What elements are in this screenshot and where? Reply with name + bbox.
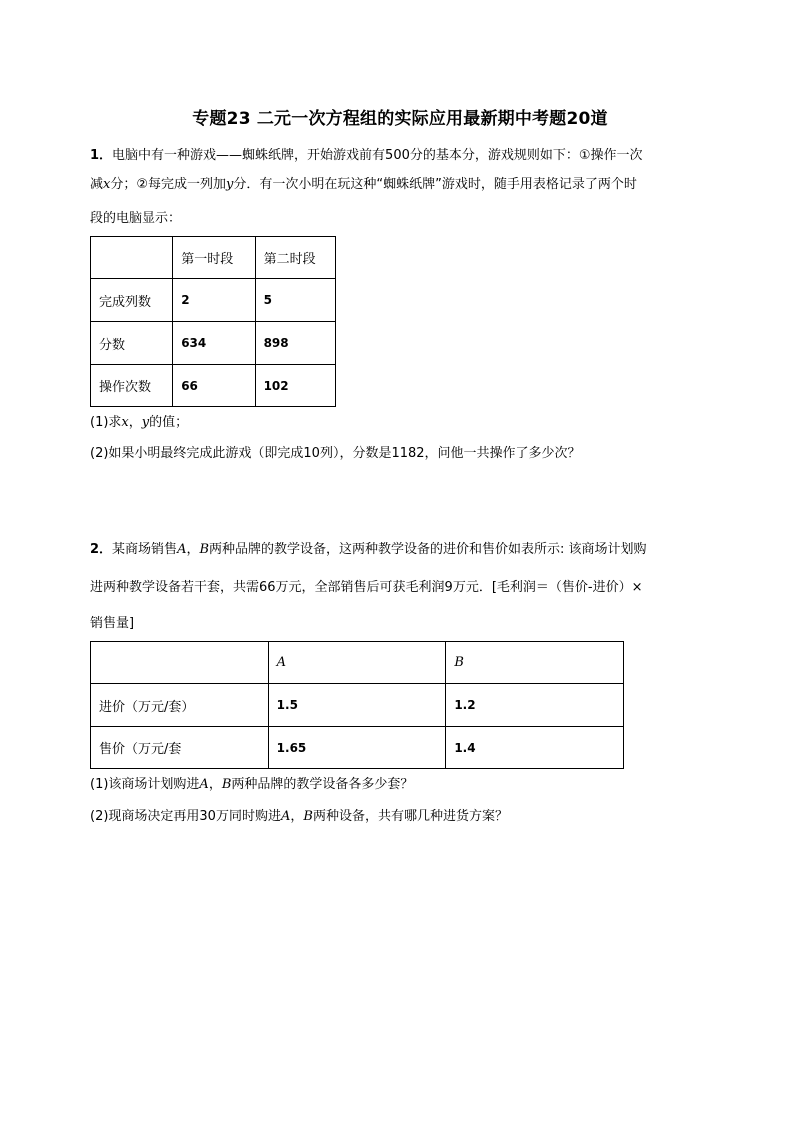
table-cell: 操作次数 [91, 365, 173, 407]
q2-table [90, 641, 624, 769]
table-cell: 进价（万元/套） [91, 684, 269, 727]
q1-sub-question-1: (1)求x，y的值； [90, 415, 189, 430]
table-header-cell: 第二时段 [255, 237, 335, 279]
table-header-row [91, 237, 336, 279]
page-title: 专题23 二元一次方程组的实际应用最新期中考题20道 [192, 109, 608, 129]
table-cell: 634 [173, 322, 255, 365]
variable-A: A [177, 542, 187, 557]
table-header-cell: 第一时段 [173, 237, 255, 279]
table-cell: 2 [173, 279, 255, 322]
table-cell: 售价（万元/套 [91, 727, 269, 769]
table-cell: 898 [255, 322, 335, 365]
table-row [91, 727, 624, 769]
q1-line-1: 1．电脑中有一种游戏——蜘蛛纸牌，开始游戏前有500分的基本分，游戏规则如下：①操作一次 [90, 148, 643, 163]
variable-y: y [226, 177, 234, 192]
table-cell: 分数 [91, 322, 173, 365]
variable-B: B [199, 542, 210, 557]
q2-line-3: 销售量] [90, 616, 135, 631]
table-cell: 102 [255, 365, 335, 407]
table-cell: 1.5 [268, 684, 446, 727]
q1-line-2: 减x分；②每完成一列加y分．有一次小明在玩这种“蜘蛛纸牌”游戏时，随手用表格记录了两个时 [90, 177, 637, 192]
q2-line-1: 2．某商场销售A，B两种品牌的教学设备，这两种教学设备的进价和售价如表所示: 该商场计划购 [90, 542, 647, 557]
q1-sub-question-2: (2)如果小明最终完成此游戏（即完成10列），分数是1182，问他一共操作了多少次？ [90, 446, 581, 461]
table-cell: 1.65 [268, 727, 446, 769]
table-header-row [91, 642, 624, 684]
table-header-cell [91, 237, 173, 279]
q2-number: 2． [90, 542, 113, 557]
table-cell: 66 [173, 365, 255, 407]
q2-sub-question-2: (2)现商场决定再用30万同时购进A，B两种设备，共有哪几种进货方案？ [90, 809, 508, 824]
table-cell: 1.2 [446, 684, 624, 727]
table-row [91, 322, 336, 365]
table-cell: 1.4 [446, 727, 624, 769]
q2-sub-question-1: (1)该商场计划购进A，B两种品牌的教学设备各多少套？ [90, 777, 414, 792]
table-cell: 5 [255, 279, 335, 322]
q2-line-2: 进两种教学设备若干套，共需66万元，全部销售后可获毛利润9万元．[毛利润＝（售价-进价）× [90, 580, 643, 595]
table-row [91, 365, 336, 407]
table-header-cell: B [446, 642, 624, 684]
table-row [91, 684, 624, 727]
table-header-cell: A [268, 642, 446, 684]
table-row [91, 279, 336, 322]
variable-x: x [103, 177, 111, 192]
q1-table [90, 236, 336, 407]
table-cell: 完成列数 [91, 279, 173, 322]
table-header-cell [91, 642, 269, 684]
q1-number: 1． [90, 148, 113, 163]
q1-line-3: 段的电脑显示： [90, 211, 182, 226]
